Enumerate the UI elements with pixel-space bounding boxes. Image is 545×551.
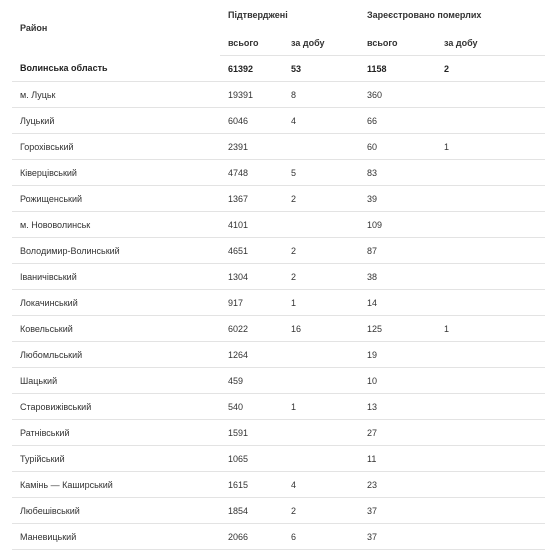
- table-row: [12, 524, 545, 550]
- deaths-per-day-cell: [436, 524, 545, 550]
- confirmed-total-cell: 1615: [220, 472, 283, 498]
- deaths-total-cell: 109: [359, 212, 436, 238]
- deaths-total-cell: 60: [359, 134, 436, 160]
- table-row: [12, 108, 545, 134]
- confirmed-per-day-cell: 53: [283, 56, 359, 82]
- deaths-per-day-cell: 1: [436, 134, 545, 160]
- header-deaths: Зареєстровано померлих: [367, 10, 482, 20]
- confirmed-total-cell: 6046: [220, 108, 283, 134]
- region-name-cell: м. Луцьк: [12, 82, 220, 108]
- deaths-per-day-cell: [436, 82, 545, 108]
- region-name-cell: Луцький: [12, 108, 220, 134]
- deaths-per-day-cell: [436, 160, 545, 186]
- confirmed-per-day-cell: 6: [283, 524, 359, 550]
- table-row: [12, 420, 545, 446]
- confirmed-per-day-cell: 8: [283, 82, 359, 108]
- confirmed-per-day-cell: [283, 134, 359, 160]
- deaths-per-day-cell: [436, 238, 545, 264]
- confirmed-per-day-cell: [283, 420, 359, 446]
- deaths-per-day-cell: [436, 420, 545, 446]
- confirmed-per-day-cell: [283, 368, 359, 394]
- confirmed-per-day-cell: 2: [283, 186, 359, 212]
- confirmed-per-day-cell: 2: [283, 264, 359, 290]
- deaths-per-day-cell: [436, 212, 545, 238]
- region-name-cell: Рожищенський: [12, 186, 220, 212]
- deaths-per-day-cell: [436, 498, 545, 524]
- confirmed-total-cell: 459: [220, 368, 283, 394]
- deaths-total-cell: 83: [359, 160, 436, 186]
- table-row: [12, 446, 545, 472]
- region-name-cell: Волинська область: [12, 56, 220, 82]
- confirmed-total-cell: 1304: [220, 264, 283, 290]
- confirmed-total-cell: 4651: [220, 238, 283, 264]
- confirmed-per-day-cell: 1: [283, 290, 359, 316]
- region-name-cell: Турійський: [12, 446, 220, 472]
- confirmed-total-cell: 19391: [220, 82, 283, 108]
- deaths-total-cell: 11: [359, 446, 436, 472]
- deaths-total-cell: 1158: [359, 56, 436, 82]
- region-name-cell: Іваничівський: [12, 264, 220, 290]
- deaths-per-day-cell: 1: [436, 316, 545, 342]
- deaths-total-cell: 37: [359, 498, 436, 524]
- confirmed-per-day-cell: 5: [283, 160, 359, 186]
- table-row: [12, 498, 545, 524]
- header-deaths-per-day: за добу: [436, 30, 545, 56]
- deaths-per-day-cell: [436, 472, 545, 498]
- deaths-per-day-cell: [436, 186, 545, 212]
- deaths-per-day-cell: [436, 108, 545, 134]
- deaths-total-cell: 10: [359, 368, 436, 394]
- confirmed-per-day-cell: 1: [283, 394, 359, 420]
- deaths-total-cell: 13: [359, 394, 436, 420]
- deaths-total-cell: 38: [359, 264, 436, 290]
- deaths-total-cell: 87: [359, 238, 436, 264]
- table-row: [12, 56, 545, 82]
- deaths-per-day-cell: [436, 368, 545, 394]
- deaths-total-cell: 39: [359, 186, 436, 212]
- region-name-cell: Ковельський: [12, 316, 220, 342]
- table-row: [12, 160, 545, 186]
- deaths-total-cell: 19: [359, 342, 436, 368]
- region-name-cell: Любешівський: [12, 498, 220, 524]
- covid-region-table: [12, 0, 545, 550]
- deaths-total-cell: 125: [359, 316, 436, 342]
- region-name-cell: Шацький: [12, 368, 220, 394]
- confirmed-total-cell: 1854: [220, 498, 283, 524]
- table-row: [12, 134, 545, 160]
- table-row: [12, 264, 545, 290]
- header-confirmed: Підтверджені: [228, 10, 288, 20]
- header-row-top: [12, 0, 545, 30]
- table-row: [12, 212, 545, 238]
- deaths-total-cell: 66: [359, 108, 436, 134]
- confirmed-total-cell: 1264: [220, 342, 283, 368]
- confirmed-total-cell: 4748: [220, 160, 283, 186]
- region-name-cell: Маневицький: [12, 524, 220, 550]
- deaths-per-day-cell: [436, 264, 545, 290]
- region-name-cell: Локачинський: [12, 290, 220, 316]
- deaths-total-cell: 360: [359, 82, 436, 108]
- confirmed-total-cell: 4101: [220, 212, 283, 238]
- table-row: [12, 290, 545, 316]
- table-row: [12, 472, 545, 498]
- confirmed-total-cell: 540: [220, 394, 283, 420]
- confirmed-per-day-cell: 2: [283, 498, 359, 524]
- deaths-total-cell: 23: [359, 472, 436, 498]
- region-name-cell: Старовижівський: [12, 394, 220, 420]
- region-name-cell: Володимир-Волинський: [12, 238, 220, 264]
- confirmed-total-cell: 1367: [220, 186, 283, 212]
- confirmed-total-cell: 2066: [220, 524, 283, 550]
- confirmed-total-cell: 61392: [220, 56, 283, 82]
- deaths-per-day-cell: [436, 394, 545, 420]
- table-row: [12, 316, 545, 342]
- table-row: [12, 342, 545, 368]
- region-name-cell: Камінь — Каширський: [12, 472, 220, 498]
- deaths-per-day-cell: 2: [436, 56, 545, 82]
- table-row: [12, 238, 545, 264]
- region-name-cell: Горохівський: [12, 134, 220, 160]
- confirmed-total-cell: 1065: [220, 446, 283, 472]
- header-deaths-total: всього: [359, 30, 436, 56]
- region-name-cell: Ківерцівський: [12, 160, 220, 186]
- deaths-per-day-cell: [436, 446, 545, 472]
- table-row: [12, 186, 545, 212]
- confirmed-total-cell: 917: [220, 290, 283, 316]
- deaths-per-day-cell: [436, 342, 545, 368]
- region-name-cell: Любомльський: [12, 342, 220, 368]
- deaths-per-day-cell: [436, 290, 545, 316]
- confirmed-per-day-cell: 16: [283, 316, 359, 342]
- region-name-cell: м. Нововолинськ: [12, 212, 220, 238]
- table-row: [12, 394, 545, 420]
- confirmed-per-day-cell: 4: [283, 108, 359, 134]
- table-row: [12, 368, 545, 394]
- confirmed-per-day-cell: 4: [283, 472, 359, 498]
- deaths-total-cell: 27: [359, 420, 436, 446]
- confirmed-per-day-cell: [283, 342, 359, 368]
- table-row: [12, 82, 545, 108]
- region-name-cell: Ратнівський: [12, 420, 220, 446]
- confirmed-total-cell: 2391: [220, 134, 283, 160]
- confirmed-per-day-cell: 2: [283, 238, 359, 264]
- header-confirmed-total: всього: [220, 30, 283, 56]
- confirmed-per-day-cell: [283, 212, 359, 238]
- confirmed-per-day-cell: [283, 446, 359, 472]
- table-header: [12, 0, 545, 56]
- header-region: Район: [20, 22, 48, 33]
- table-body: [12, 56, 545, 550]
- confirmed-total-cell: 6022: [220, 316, 283, 342]
- deaths-total-cell: 14: [359, 290, 436, 316]
- header-confirmed-per-day: за добу: [283, 30, 359, 56]
- deaths-total-cell: 37: [359, 524, 436, 550]
- confirmed-total-cell: 1591: [220, 420, 283, 446]
